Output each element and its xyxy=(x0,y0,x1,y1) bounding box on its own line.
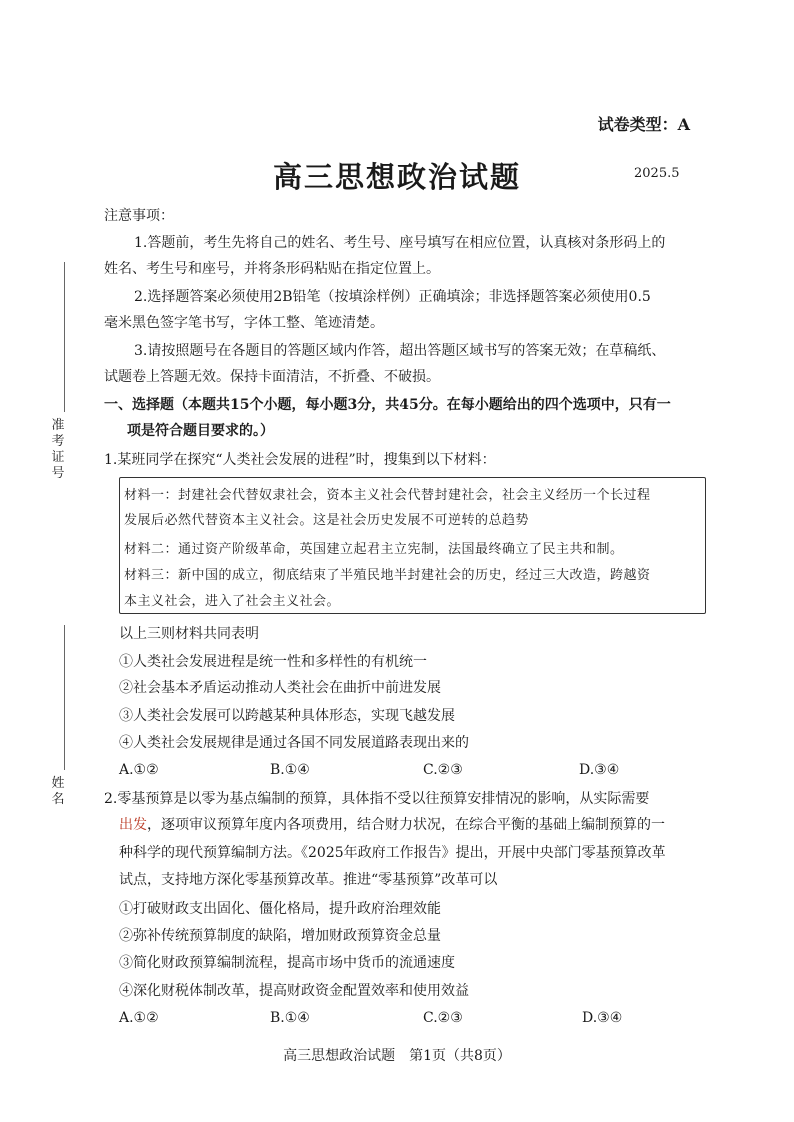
paper-type: 试卷类型：A xyxy=(597,115,690,134)
q2-highlight: 出发 xyxy=(119,817,147,833)
notice-item-1-line-2: 姓名、考生号和座号，并将条形码粘贴在指定位置上。 xyxy=(104,261,440,277)
q1-lead: 以上三则材料共同表明 xyxy=(119,626,259,642)
q2-statement-4: ④深化财税体制改革，提高财政资金配置效率和使用效益 xyxy=(119,983,469,999)
material-line-5: 本主义社会，进入了社会主义社会。 xyxy=(124,594,341,609)
page-footer: 高三思想政治试题 第1页（共8页） xyxy=(283,1048,511,1064)
q1-statement-2: ②社会基本矛盾运动推动人类社会在曲折中前进发展 xyxy=(119,680,441,696)
material-line-4: 材料三：新中国的成立，彻底结束了半殖民地半封建社会的历史，经过三大改造，跨越资 xyxy=(124,568,651,583)
q1-statement-1: ①人类社会发展进程是统一性和多样性的有机统一 xyxy=(119,654,427,670)
q2-option-c[interactable]: C.②③ xyxy=(423,1010,463,1026)
page-title: 高三思想政治试题 xyxy=(272,160,521,194)
q2-option-a[interactable]: A.①② xyxy=(119,1010,159,1026)
notice-item-3-line-1: 3.请按照题号在各题目的答题区域内作答，超出答题区域书写的答案无效；在草稿纸、 xyxy=(134,343,666,359)
name-label: 姓名 xyxy=(51,776,65,807)
q2-stem-line-2 xyxy=(119,815,665,835)
section-heading-line-1: 一、选择题（本题共15个小题，每小题3分，共45分。在每小题给出的四个选项中，只有一 xyxy=(104,397,671,413)
q2-statement-3: ③简化财政预算编制流程，提高市场中货币的流通速度 xyxy=(119,955,455,971)
material-line-1: 材料一：封建社会代替奴隶社会，资本主义社会代替封建社会，社会主义经历一个长过程 xyxy=(124,488,651,503)
margin-line-top xyxy=(64,262,65,412)
q2-option-d[interactable]: D.③④ xyxy=(582,1010,623,1026)
notice-item-1-line-1: 1.答题前，考生先将自己的姓名、考生号、座号填写在相应位置，认真核对条形码上的 xyxy=(134,235,666,251)
q1-option-d[interactable]: D.③④ xyxy=(579,762,620,778)
notice-item-2-line-1: 2.选择题答案必须使用2B铅笔（按填涂样例）正确填涂；非选择题答案必须使用0.5 xyxy=(134,289,651,305)
q1-option-b[interactable]: B.①④ xyxy=(270,762,310,778)
q1-statement-3: ③人类社会发展可以跨越某种具体形态，实现飞越发展 xyxy=(119,708,455,724)
q2-stem-line-2-rest: ，逐项审议预算年度内各项费用，结合财力状况，在综合平衡的基础上编制预算的一 xyxy=(147,817,665,833)
q2-option-b[interactable]: B.①④ xyxy=(270,1010,310,1026)
q2-statement-1: ①打破财政支出固化、僵化格局，提升政府治理效能 xyxy=(119,901,441,917)
exam-date: 2025.5 xyxy=(634,166,680,181)
notice-item-2-line-2: 毫米黑色签字笔书写，字体工整、笔迹清楚。 xyxy=(104,315,384,331)
q1-statement-4: ④人类社会发展规律是通过各国不同发展道路表现出来的 xyxy=(119,735,469,751)
q2-stem-line-4: 试点，支持地方深化零基预算改革。推进“零基预算”改革可以 xyxy=(119,872,498,888)
notice-item-3-line-2: 试题卷上答题无效。保持卡面清洁，不折叠、不破损。 xyxy=(104,369,440,385)
material-line-2: 发展后必然代替资本主义社会。这是社会历史发展不可逆转的总趋势 xyxy=(124,513,530,528)
notice-heading: 注意事项： xyxy=(104,208,174,224)
material-line-3: 材料二：通过资产阶级革命，英国建立起君主立宪制，法国最终确立了民主共和制。 xyxy=(124,542,624,557)
q1-option-a[interactable]: A.①② xyxy=(119,762,159,778)
q2-stem-line-3: 种科学的现代预算编制方法。《2025年政府工作报告》提出，开展中央部门零基预算改革 xyxy=(119,845,666,861)
q2-stem-line-1: 2.零基预算是以零为基点编制的预算，具体指不受以往预算安排情况的影响，从实际需要 xyxy=(104,791,650,807)
q2-statement-2: ②弥补传统预算制度的缺陷，增加财政预算资金总量 xyxy=(119,928,441,944)
q1-stem: 1.某班同学在探究“人类社会发展的进程”时，搜集到以下材料： xyxy=(104,452,496,468)
q1-option-c[interactable]: C.②③ xyxy=(423,762,463,778)
margin-line-middle xyxy=(64,625,65,770)
section-heading-line-2: 项是符合题目要求的。） xyxy=(127,423,274,439)
exam-number-label: 准考证号 xyxy=(51,418,65,481)
